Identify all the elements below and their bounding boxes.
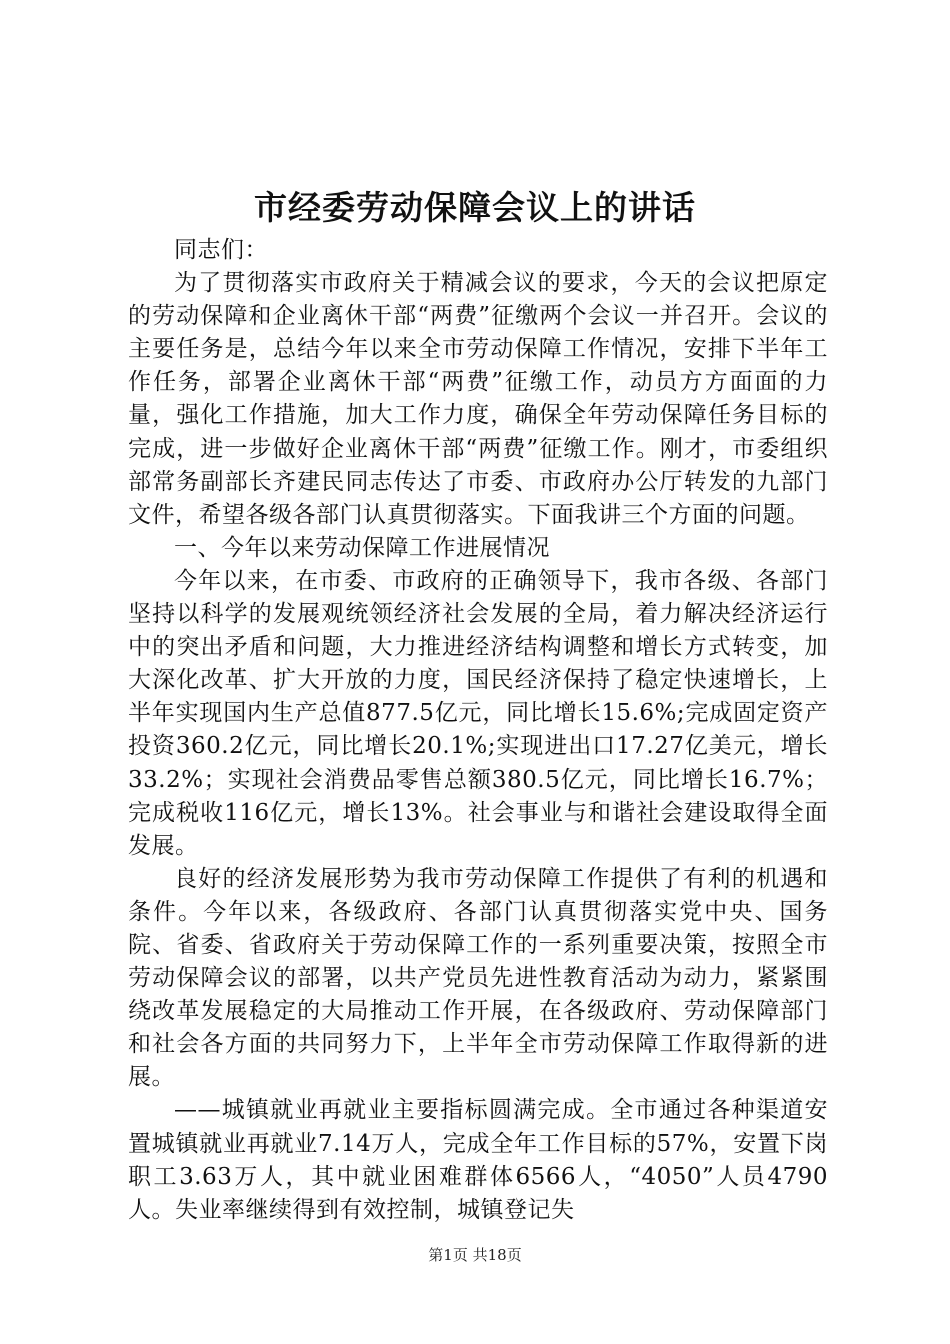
document-body: [128, 234, 828, 1227]
body-paragraph: ——城镇就业再就业主要指标圆满完成。全市通过各种渠道安置城镇就业再就业7.14万人，完成全年工作目标的57%，安置下岗职工3.63万人，其中就业困难群体6566人，“4050”人员4790人。失业率继续得到有效控制，城镇登记失: [128, 1097, 828, 1223]
document-title: 市经委劳动保障会议上的讲话: [254, 188, 696, 227]
body-paragraph: 良好的经济发展形势为我市劳动保障工作提供了有利的机遇和条件。今年以来，各级政府、各部门认真贯彻落实党中央、国务院、省委、省政府关于劳动保障工作的一系列重要决策，按照全市劳动保障会议的部署，以共产党员先进性教育活动为动力，紧紧围绕改革发展稳定的大局推动工作开展，在各级政府、劳动保障部门和社会各方面的共同努力下，上半年全市劳动保障工作取得新的进展。: [128, 865, 828, 1091]
body-paragraph: 为了贯彻落实市政府关于精减会议的要求，今天的会议把原定的劳动保障和企业离休干部“两费”征缴两个会议一并召开。会议的主要任务是，总结今年以来全市劳动保障工作情况，安排下半年工作任务，部署企业离休干部“两费”征缴工作，动员方方面面的力量，强化工作措施，加大工作力度，确保全年劳动保障任务目标的完成，进一步做好企业离休干部“两费”征缴工作。刚才，市委组织部常务副部长齐建民同志传达了市委、市政府办公厅转发的九部门文件，希望各级各部门认真贯彻落实。下面我讲三个方面的问题。: [128, 270, 828, 528]
body-paragraph: 今年以来，在市委、市政府的正确领导下，我市各级、各部门坚持以科学的发展观统领经济社会发展的全局，着力解决经济运行中的突出矛盾和问题，大力推进经济结构调整和增长方式转变，加大深化改革、扩大开放的力度，国民经济保持了稳定快速增长，上半年实现国内生产总值877.5亿元，同比增长15.6%;完成固定资产投资360.2亿元，同比增长20.1%;实现进出口17.27亿美元，增长33.2%；实现社会消费品零售总额380.5亿元，同比增长16.7%；完成税收116亿元，增长13%。社会事业与和谐社会建设取得全面发展。: [128, 567, 828, 859]
salutation: 同志们：: [174, 237, 268, 263]
page-footer: 第1页 共18页: [428, 1246, 522, 1264]
section-heading: 一、今年以来劳动保障工作进展情况: [174, 534, 550, 561]
